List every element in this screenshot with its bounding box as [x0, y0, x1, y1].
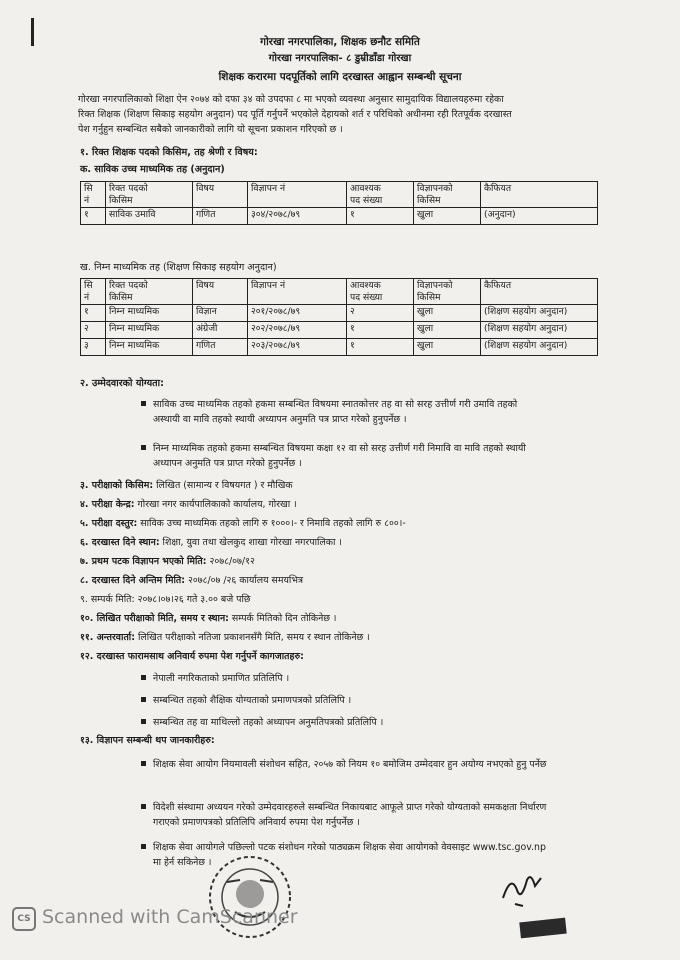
cell-post: साविक उमावि: [106, 208, 193, 225]
intro-line: रिक्त शिक्षक (शिक्षण सिकाइ सहयोग अनुदान) पद पूर्ति गर्नुपर्ने भएकोले देहायको शर्त र परिधिको अधीनमा रही रितपूर्वक दरखास्त: [78, 109, 512, 120]
header-subject: विषय: [193, 279, 248, 305]
header-adtype: विज्ञापनको किसिम: [414, 279, 481, 305]
bullet-square-icon: [141, 697, 146, 702]
application-place-line: ६. दरखास्त दिने स्थान: शिक्षा, युवा तथा खेलकुद शाखा गोरखा नगरपालिका ।: [80, 537, 342, 548]
bullet-square-icon: [141, 401, 146, 406]
intro-paragraph: [78, 92, 638, 137]
bullet-square-icon: [141, 719, 146, 724]
header-address: गोरखा नगरपालिका- ८ डुम्रीडाँडा गोरखा: [268, 53, 412, 64]
cell-post: निम्न माध्यमिक: [106, 339, 193, 356]
document-item: [153, 671, 633, 686]
header-organization: गोरखा नगरपालिका, शिक्षक छनौट समिति: [260, 36, 420, 48]
cell-adtype: खुला: [414, 305, 481, 322]
cell-sn: १: [81, 305, 106, 322]
cell-remarks: (शिक्षण सहयोग अनुदान): [481, 322, 598, 339]
qualification-line: अस्थायी वा मावि तहको स्थायी अध्यापन अनुमति पत्र प्राप्त गरेको हुनुपर्नेछ ।: [153, 414, 407, 425]
interview-line: ११. अन्तरवार्ता: लिखित परीक्षाको नतिजा प्रकाशनसँगै मिति, समय र स्थान तोकिनेछ ।: [80, 632, 370, 643]
cell-required: १: [347, 339, 414, 356]
document-line: सम्बन्धित तहको शैक्षिक योग्यताको प्रमाणपत्रको प्रतिलिपि ।: [153, 695, 352, 706]
deadline-line: ८. दरखास्त दिने अन्तिम मिति: २०७८/०७ /२६ कार्यालय समयभित्र: [80, 575, 304, 586]
cell-adtype: खुला: [414, 322, 481, 339]
document-item: [153, 693, 633, 708]
exam-fee-line: ५. परीक्षा दस्तुर: साविक उच्च माध्यमिक तहको लागि रु १०००।- र निमावि तहको लागि रु ८००।-: [80, 518, 406, 529]
cell-required: २: [347, 305, 414, 322]
cell-required: १: [347, 208, 414, 225]
cell-post: निम्न माध्यमिक: [106, 322, 193, 339]
cell-subject: गणित: [193, 339, 248, 356]
cell-adtype: खुला: [414, 339, 481, 356]
header-required: आवश्यक पद संख्या: [347, 182, 414, 208]
info-item: [153, 800, 633, 830]
bullet-square-icon: [141, 675, 146, 680]
header-post: रिक्त पदको किसिम: [106, 182, 193, 208]
cell-required: १: [347, 322, 414, 339]
additional-info-heading: १३. विज्ञापन सम्बन्धी थप जानकारीहरु:: [80, 735, 215, 746]
first-ad-date-line: ७. प्रथम पटक विज्ञापन भएको मिति: २०७८/०७/१२: [80, 556, 255, 567]
header-adtype: विज्ञापनको किसिम: [414, 182, 481, 208]
document-item: [153, 715, 633, 730]
notice-title: शिक्षक करारमा पदपूर्तिको लागि दरखास्त आह्वान सम्बन्धी सूचना: [218, 71, 462, 83]
table-row: [81, 322, 598, 339]
info-line: गराएको प्रमाणपत्रको प्रतिलिपि अनिवार्य रुपमा पेश गर्नुपर्नेछ ।: [153, 817, 360, 828]
table-row: [81, 305, 598, 322]
bullet-square-icon: [141, 844, 146, 849]
bullet-square-icon: [141, 804, 146, 809]
intro-line: गोरखा नगरपालिकाको शिक्षा ऐन २०७४ को दफा ३४ को उपदफा ८ मा भएको व्यवस्था अनुसार सामुदायिक विद्यालयहरुमा रहेका: [78, 94, 504, 105]
qualification-item: [153, 397, 633, 427]
intro-line: पेश गर्नुहुन सम्बन्धित सबैको जानकारीको लागि यो सूचना प्रकाशन गरिएको छ ।: [78, 124, 343, 135]
info-line: शिक्षक सेवा आयोग नियमावली संशोधन सहित, २०५७ को नियम १० बमोजिम उम्मेदवार हुन अयोग्य नभएको हुनु पर्नेछ: [153, 759, 547, 770]
document-line: नेपाली नगरिकताको प्रमाणित प्रतिलिपि ।: [153, 673, 290, 684]
contact-date-line: ९. सम्पर्क मिति: २०७८।०७।२६ गते ३.०० बजे पछि: [80, 594, 251, 605]
document-line: सम्बन्धित तह वा माथिल्लो तहको अध्यापन अनुमतिपत्रको प्रतिलिपि ।: [153, 717, 384, 728]
table-lower-secondary-posts: [80, 278, 598, 356]
cell-sn: २: [81, 322, 106, 339]
written-exam-line: १०. लिखित परीक्षाको मिति, समय र स्थान: सम्पर्क मितिको दिन तोकिनेछ ।: [80, 613, 337, 624]
qualification-item: [153, 441, 633, 471]
cell-subject: गणित: [193, 208, 248, 225]
signature-icon: [497, 868, 547, 912]
section-2-heading: २. उम्मेदवारको योग्यता:: [80, 378, 164, 389]
header-sn: सि नं: [81, 182, 106, 208]
scanner-watermark-text: Scanned with CamScanner: [42, 906, 298, 928]
info-line: मा हेर्न सकिनेछ ।: [153, 857, 212, 868]
header-post: रिक्त पदको किसिम: [106, 279, 193, 305]
header-remarks: कैफियत: [481, 182, 598, 208]
info-line: शिक्षक सेवा आयोगले पछिल्लो पटक संशोधन गरेको पाठ्यक्रम शिक्षक सेवा आयोगको वेवसाइट www.tsc.gov.np: [153, 842, 546, 853]
qualification-line: निम्न माध्यमिक तहको हकमा सम्बन्धित विषयमा कक्षा १२ वा सो सरह उत्तीर्ण गरी निमावि वा मावि तहको स्थायी: [153, 443, 526, 454]
cell-adno: २०१/२०७८/७९: [248, 305, 347, 322]
cell-remarks: (अनुदान): [481, 208, 598, 225]
qualification-line: साविक उच्च माध्यमिक तहको हकमा सम्बन्धित विषयमा स्नातकोत्तर तह वा सो सरह उत्तीर्ण गरी उमावि तहको: [153, 399, 518, 410]
header-adno: विज्ञापन नं: [248, 182, 347, 208]
qualification-line: अध्यापन अनुमति पत्र प्राप्त गरेको हुनुपर्नेछ ।: [153, 458, 302, 469]
cell-adno: २०२/२०७८/७९: [248, 322, 347, 339]
cell-adtype: खुला: [414, 208, 481, 225]
exam-center-line: ४. परीक्षा केन्द्र: गोरखा नगर कार्यपालिकाको कार्यालय, गोरखा ।: [80, 499, 297, 510]
documents-heading: १२. दरखास्त फारामसाथ अनिवार्य रुपमा पेश गर्नुपर्ने कागजातहरु:: [80, 651, 304, 662]
cell-sn: ३: [81, 339, 106, 356]
info-line: विदेशी संस्थामा अध्ययन गरेको उम्मेदवारहरुले सम्बन्धित निकायबाट आफूले प्राप्त गरेको योग्यताको समकक्षता निर्धारण: [153, 802, 547, 813]
cell-subject: विज्ञान: [193, 305, 248, 322]
header-remarks: कैफियत: [481, 279, 598, 305]
cell-adno: ३०४/२०७८/७९: [248, 208, 347, 225]
name-stamp: [519, 918, 566, 939]
info-item: [153, 757, 633, 772]
cell-sn: १: [81, 208, 106, 225]
cell-adno: २०३/२०७८/७९: [248, 339, 347, 356]
table-header-row: [81, 279, 598, 305]
subsection-b-heading: ख. निम्न माध्यमिक तह (शिक्षण सिकाइ सहयोग अनुदान): [80, 262, 277, 273]
header-required: आवश्यक पद संख्या: [347, 279, 414, 305]
cell-remarks: (शिक्षण सहयोग अनुदान): [481, 339, 598, 356]
header-subject: विषय: [193, 182, 248, 208]
bullet-square-icon: [141, 761, 146, 766]
header-sn: सि नं: [81, 279, 106, 305]
header-adno: विज्ञापन नं: [248, 279, 347, 305]
table-row: [81, 339, 598, 356]
subsection-a-heading: क. साविक उच्च माध्यमिक तह (अनुदान): [80, 164, 225, 175]
table-secondary-posts: [80, 181, 598, 225]
section-1-heading: १. रिक्त शिक्षक पदको किसिम, तह श्रेणी र विषय:: [80, 147, 258, 158]
table-header-row: [81, 182, 598, 208]
cell-remarks: (शिक्षण सहयोग अनुदान): [481, 305, 598, 322]
cell-subject: अंग्रेजी: [193, 322, 248, 339]
bullet-square-icon: [141, 445, 146, 450]
table-row: [81, 208, 598, 225]
camscanner-logo-icon: CS: [12, 907, 36, 931]
cell-post: निम्न माध्यमिक: [106, 305, 193, 322]
exam-type-line: ३. परीक्षाको किसिम: लिखित (सामान्य र विषयगत ) र मौखिक: [80, 480, 293, 491]
